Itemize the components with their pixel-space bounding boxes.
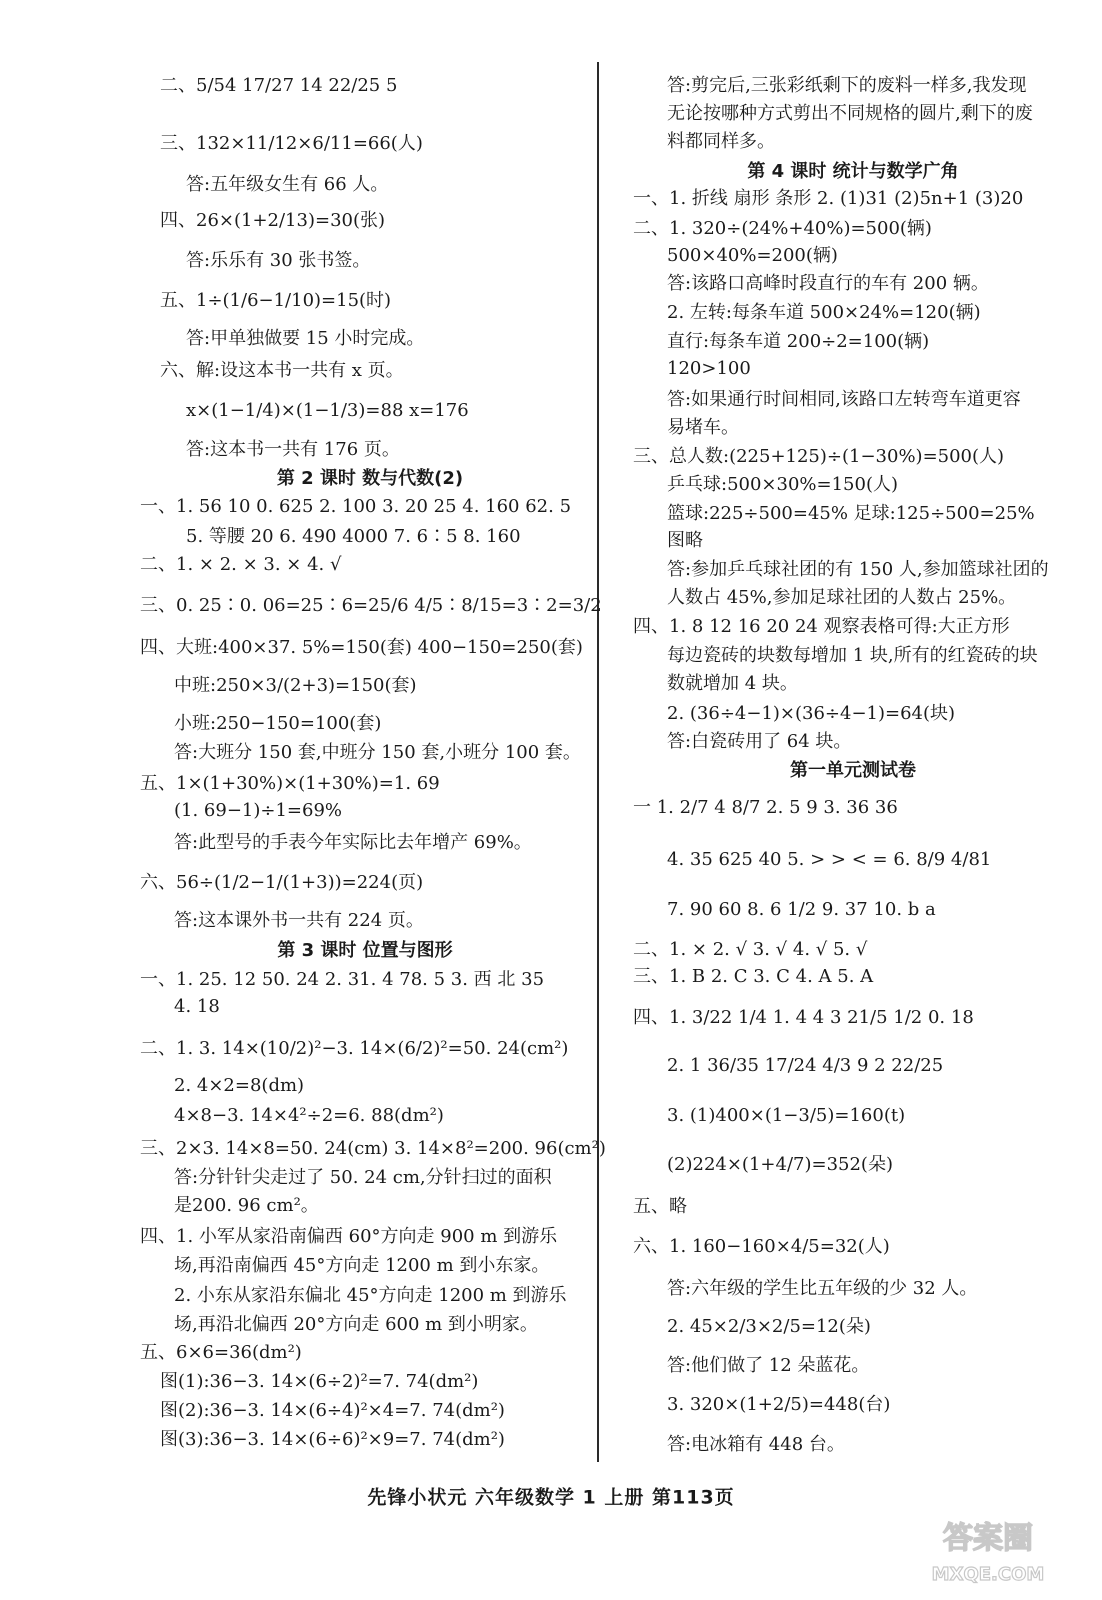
answer-line: 三、132×11/12×6/11=66(人)	[160, 133, 423, 154]
answer-line: 2. 4×2=8(dm)	[174, 1075, 305, 1096]
answer-line: 人数占 45%,参加足球社团的人数占 25%。	[667, 587, 1017, 608]
answer-line: 篮球:225÷500=45% 足球:125÷500=25%	[667, 503, 1035, 524]
answer-line: 六、56÷(1/2−1/(1+3))=224(页)	[140, 872, 424, 893]
answer-line: 答:六年级的学生比五年级的少 32 人。	[667, 1278, 978, 1299]
answer-line: 场,再沿南偏西 45°方向走 1200 m 到小东家。	[174, 1255, 550, 1276]
answer-line: 2. 左转:每条车道 500×24%=120(辆)	[667, 302, 981, 323]
column-divider	[597, 62, 599, 1462]
section-heading: 第 2 课时 数与代数(2)	[276, 468, 464, 489]
answer-line: 答:他们做了 12 朵蓝花。	[667, 1355, 870, 1376]
answer-line: 中班:250×3/(2+3)=150(套)	[174, 675, 417, 696]
answer-line: 六、1. 160−160×4/5=32(人)	[633, 1236, 890, 1257]
answer-line: 图(1):36−3. 14×(6÷2)²=7. 74(dm²)	[160, 1371, 479, 1392]
answer-line: 答:该路口高峰时段直行的车有 200 辆。	[667, 273, 989, 294]
watermark-text-top: 答案圈	[943, 1521, 1033, 1556]
answer-line: 三、总人数:(225+125)÷(1−30%)=500(人)	[633, 446, 1005, 467]
answer-line: 直行:每条车道 200÷2=100(辆)	[667, 331, 930, 352]
answer-line: 是200. 96 cm²。	[174, 1195, 319, 1216]
answer-line: 答:这本书一共有 176 页。	[186, 439, 400, 460]
answer-line: 五、1×(1+30%)×(1+30%)=1. 69	[140, 773, 440, 794]
answer-line: 四、大班:400×37. 5%=150(套) 400−150=250(套)	[140, 637, 583, 658]
watermark-logo	[908, 1510, 1068, 1590]
answer-line: 图略	[667, 530, 703, 551]
answer-line: 每边瓷砖的块数每增加 1 块,所有的红瓷砖的块	[667, 645, 1038, 666]
section-heading: 第 3 课时 位置与图形	[277, 940, 453, 961]
answer-line: 500×40%=200(辆)	[667, 245, 838, 266]
answer-line: 2. 45×2/3×2/5=12(朵)	[667, 1316, 871, 1337]
answer-line: 图(2):36−3. 14×(6÷4)²×4=7. 74(dm²)	[160, 1400, 505, 1421]
answer-line: 答:此型号的手表今年实际比去年增产 69%。	[174, 832, 532, 853]
answer-line: 答:如果通行时间相同,该路口左转弯车道更容	[667, 389, 1021, 410]
answer-line: 二、5/54 17/27 14 22/25 5	[160, 75, 398, 96]
answer-line: 答:甲单独做要 15 小时完成。	[186, 328, 425, 349]
answer-line: 易堵车。	[667, 417, 739, 438]
answer-line: 六、解:设这本书一共有 x 页。	[160, 360, 404, 381]
answer-line: (2)224×(1+4/7)=352(朵)	[667, 1154, 893, 1175]
answer-line: 五、略	[633, 1196, 687, 1217]
answer-line: 五、1÷(1/6−1/10)=15(时)	[160, 290, 392, 311]
answer-line: 四、1. 8 12 16 20 24 观察表格可得:大正方形	[633, 616, 1010, 637]
answer-line: 4. 18	[174, 996, 220, 1017]
answer-line: 四、26×(1+2/13)=30(张)	[160, 210, 386, 231]
answer-line: 图(3):36−3. 14×(6÷6)²×9=7. 74(dm²)	[160, 1429, 505, 1450]
answer-line: 3. (1)400×(1−3/5)=160(t)	[667, 1105, 906, 1126]
answer-line: 5. 等腰 20 6. 490 4000 7. 6∶5 8. 160	[186, 526, 521, 547]
section-heading: 第一单元测试卷	[790, 760, 916, 781]
answer-line: 二、1. 3. 14×(10/2)²−3. 14×(6/2)²=50. 24(cm²)	[140, 1038, 569, 1059]
answer-line: 小班:250−150=100(套)	[174, 713, 382, 734]
answer-line: (1. 69−1)÷1=69%	[174, 800, 343, 821]
answer-line: 2. 小东从家沿东偏北 45°方向走 1200 m 到游乐	[174, 1285, 567, 1306]
section-heading: 第 4 课时 统计与数学广角	[747, 161, 959, 182]
answer-line: 答:这本课外书一共有 224 页。	[174, 910, 424, 931]
answer-line: x×(1−1/4)×(1−1/3)=88 x=176	[186, 400, 469, 421]
answer-line: 2. 1 36/35 17/24 4/3 9 2 22/25	[667, 1055, 944, 1076]
answer-line: 答:大班分 150 套,中班分 150 套,小班分 100 套。	[174, 742, 581, 763]
answer-line: 三、0. 25∶0. 06=25∶6=25/6 4/5∶8/15=3∶2=3/2	[140, 595, 602, 616]
answer-line: 答:五年级女生有 66 人。	[186, 174, 389, 195]
answer-line: 120>100	[667, 358, 751, 379]
answer-line: 答:电冰箱有 448 台。	[667, 1434, 845, 1455]
answer-line: 答:白瓷砖用了 64 块。	[667, 731, 852, 752]
answer-line: 7. 90 60 8. 6 1/2 9. 37 10. b a	[667, 899, 936, 920]
answer-line: 2. (36÷4−1)×(36÷4−1)=64(块)	[667, 703, 956, 724]
answer-line: 一、1. 25. 12 50. 24 2. 31. 4 78. 5 3. 西 北 35	[140, 969, 545, 990]
answer-line: 四、1. 小军从家沿南偏西 60°方向走 900 m 到游乐	[140, 1226, 558, 1247]
answer-line: 答:剪完后,三张彩纸剩下的废料一样多,我发现	[667, 75, 1027, 96]
answer-line: 答:参加乒乓球社团的有 150 人,参加篮球社团的	[667, 559, 1049, 580]
answer-line: 四、1. 3/22 1/4 1. 4 4 3 21/5 1/2 0. 18	[633, 1007, 974, 1028]
answer-line: 答:乐乐有 30 张书签。	[186, 250, 371, 271]
answer-line: 数就增加 4 块。	[667, 673, 798, 694]
answer-line: 一、1. 折线 扇形 条形 2. (1)31 (2)5n+1 (3)20	[633, 188, 1024, 209]
answer-line: 一、1. 56 10 0. 625 2. 100 3. 20 25 4. 160 62. 5	[140, 496, 572, 517]
answer-line: 五、6×6=36(dm²)	[140, 1342, 302, 1363]
answer-line: 4×8−3. 14×4²÷2=6. 88(dm²)	[174, 1105, 444, 1126]
answer-line: 场,再沿北偏西 20°方向走 600 m 到小明家。	[174, 1314, 538, 1335]
answer-line: 答:分针针尖走过了 50. 24 cm,分针扫过的面积	[174, 1167, 552, 1188]
page-footer: 先锋小状元 六年级数学 1 上册 第113页	[367, 1486, 735, 1509]
answer-line: 乒乓球:500×30%=150(人)	[667, 474, 898, 495]
answer-line: 3. 320×(1+2/5)=448(台)	[667, 1394, 891, 1415]
answer-line: 一 1. 2/7 4 8/7 2. 5 9 3. 36 36	[633, 797, 898, 818]
answer-line: 二、1. 320÷(24%+40%)=500(辆)	[633, 218, 932, 239]
answer-line: 无论按哪种方式剪出不同规格的圆片,剩下的废	[667, 103, 1033, 124]
answer-line: 二、1. × 2. √ 3. √ 4. √ 5. √	[633, 939, 868, 960]
answer-line: 二、1. × 2. × 3. × 4. √	[140, 554, 342, 575]
answer-line: 料都同样多。	[667, 131, 775, 152]
answer-line: 三、2×3. 14×8=50. 24(cm) 3. 14×8²=200. 96(cm²)	[140, 1138, 606, 1159]
answer-line: 4. 35 625 40 5. > > < = 6. 8/9 4/81	[667, 849, 992, 870]
watermark-text-bottom: MXQE.COM	[931, 1564, 1045, 1585]
answer-line: 三、1. B 2. C 3. C 4. A 5. A	[633, 966, 874, 987]
